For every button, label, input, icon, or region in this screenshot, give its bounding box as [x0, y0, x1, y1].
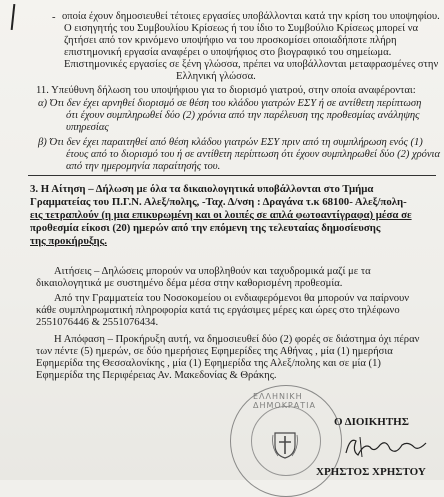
section-3-line: εις τετραπλούν (η μια επικυρωμένη και οι λοιπές σε απλά φωτοαντίγραφα) μέσα σε: [30, 209, 412, 221]
item-11a-line: α) Ότι δεν έχει αρνηθεί διορισμό σε θέση του κλάδου γιατρών ΕΣΥ ή σε αντίθετη περίπτωση: [38, 98, 422, 109]
paragraph-line: των πέντε (5) ημερών, σε δύο ημερήσιες Εφημερίδες της Αθήνας , μία (1) ημερήσια: [36, 346, 393, 357]
handwritten-signature: [340, 433, 430, 461]
section-3-line: προθεσμία είκοσι (20) ημερών από την επόμενη της τελευταίας δημοσίευσης: [30, 222, 381, 234]
section-3-line: 3. Η Αίτηση – Δήλωση με όλα τα δικαιολογητικά υποβάλλονται στο Τμήμα: [30, 183, 374, 195]
item-11b-line: β) Ότι δεν έχει παραιτηθεί από θέση κλάδου γιατρών ΕΣΥ πριν από τη συμπλήρωση ενός (1): [38, 137, 423, 148]
section-3-line: Γραμματείας του Π.Γ.Ν. Αλεξ/πολης, -Ταχ. Δ/νση : Δραγάνα τ.κ 68100- Αλεξ/πολη-: [30, 196, 407, 208]
text-line: Επιστημονικές εργασίες σε ξένη γλώσσα, πρέπει να υποβάλλονται μεταφρασμένες στην: [64, 59, 439, 70]
item-11a-line: υπηρεσίας: [66, 122, 109, 133]
signoff-title: Ο ΔΙΟΙΚΗΤΗΣ: [334, 416, 409, 428]
signoff-name: ΧΡΗΣΤΟΣ ΧΡΗΣΤΟΥ: [316, 466, 426, 478]
text-line: Ελληνική γλώσσα.: [176, 71, 256, 82]
item-11-heading: 11. Υπεύθυνη δήλωση του υποψήφιου για το διορισμό γιατρού, στην οποία αναφέρονται:: [36, 85, 416, 96]
text-line: επιστημονική εργασία αναφέρει ο υποψήφιος στο βιογραφικό του σημείωμα.: [64, 47, 392, 58]
text-line: ζητήσει από τον κρινόμενο υποψήφιο να του προσκομίσει οποιαδήποτε πλήρη: [64, 35, 397, 46]
paragraph-line: δικαιολογητικά με συστημένο δέμα μέσα στην καθορισμένη προθεσμία.: [36, 278, 343, 289]
paragraph-line: Από την Γραμματεία του Νοσοκομείου οι ενδιαφερόμενοι θα μπορούν να παίρνουν: [54, 293, 410, 304]
item-11b-line: από την ημερομηνία παραίτησής του.: [66, 161, 221, 172]
stamp-text: ΕΛΛΗΝΙΚΗ ΔΗΜΟΚΡΑΤΙΑ: [253, 392, 316, 410]
paragraph-line: Εφημερίδα της Θεσσαλονίκης , μία (1) Εφημερίδα της Αλεξ/πολης και σε μία (1): [36, 358, 381, 369]
bullet-dash: -: [52, 12, 56, 23]
section-divider: [28, 175, 436, 176]
scan-artifact-mark: [11, 4, 16, 30]
greek-coat-of-arms-icon: [272, 429, 298, 459]
item-11a-line: ότι έχουν συμπληρωθεί δύο (2) χρόνια από την παρέλευση της προθεσμίας ανάληψης: [66, 110, 420, 121]
paragraph-line: Αιτήσεις – Δηλώσεις μπορούν να υποβληθούν και ταχυδρομικά μαζί με τα: [54, 266, 371, 277]
paragraph-line: κάθε συμπληρωματική πληροφορία κατά τις εργάσιμες μέρες και ώρες στο τηλέφωνο: [36, 305, 400, 316]
text-line: οποία έχουν δημοσιευθεί τέτοιες εργασίες υποβάλλονται κατά την κρίση του υποψηφίου.: [62, 11, 440, 22]
phone-numbers: 2551076446 & 2551076434.: [36, 317, 159, 328]
paragraph-line: Εφημερίδα της Περιφέρειας Αν. Μακεδονίας & Θράκης.: [36, 370, 277, 381]
section-3-line: της προκήρυξης.: [30, 235, 107, 247]
paragraph-line: Η Απόφαση – Προκήρυξη αυτή, να δημοσιευθεί δύο (2) φορές σε διάστημα όχι πέραν: [54, 334, 420, 345]
item-11b-line: έτους από το διορισμό του ή σε αντίθετη περίπτωση ότι έχουν συμπληρωθεί δύο (2) χρόνια: [66, 149, 440, 160]
text-line: Ο εισηγητής του Συμβουλίου Κρίσεως ή του ίδιο το Συμβούλιο Κρίσεως μπορεί να: [64, 23, 419, 34]
